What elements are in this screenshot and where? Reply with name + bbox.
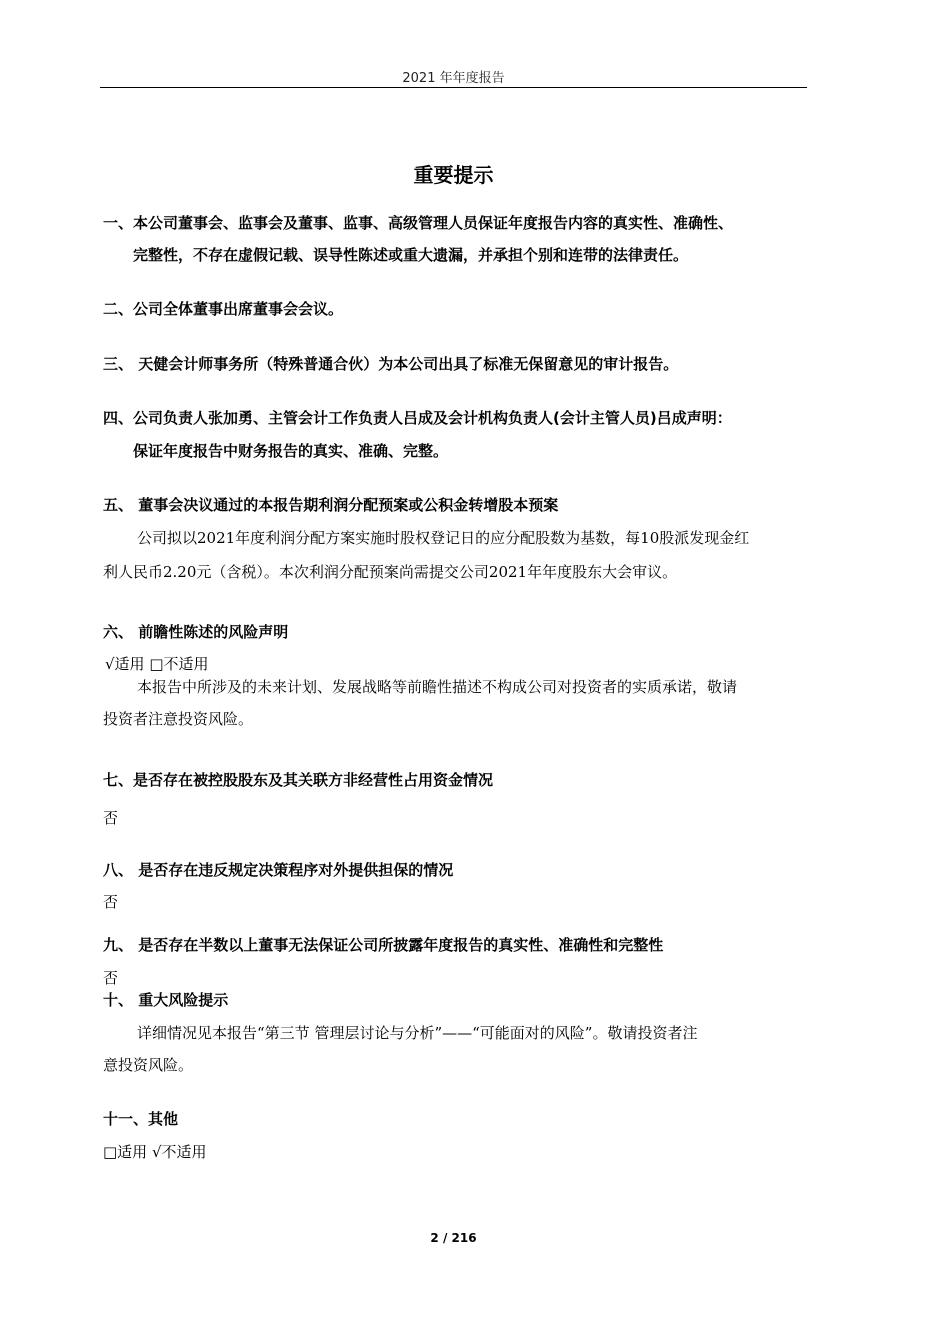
section-5-heading: 五、 董事会决议通过的本报告期利润分配预案或公积金转增股本预案 [103,496,559,514]
section-6-body-line-1: 本报告中所涉及的未来计划、发展战略等前瞻性描述不构成公司对投资者的实质承诺，敬请 [137,678,738,696]
section-8-heading: 八、 是否存在违反规定决策程序对外提供担保的情况 [103,861,454,879]
section-9-heading: 九、 是否存在半数以上董事无法保证公司所披露年度报告的真实性、准确性和完整性 [103,936,664,954]
section-10-body-line-2: 意投资风险。 [103,1056,194,1074]
section-5-body-line-1: 公司拟以2021年度利润分配方案实施时股权登记日的应分配股数为基数，每10股派发现金红 [137,529,750,547]
page-title: 重要提示 [413,163,494,187]
section-10-heading: 十、 重大风险提示 [103,991,229,1009]
header-rule [100,87,807,88]
section-8-answer: 否 [103,893,119,911]
section-1-line-2: 完整性，不存在虚假记载、误导性陈述或重大遗漏，并承担个别和连带的法律责任。 [133,246,689,264]
section-9-answer: 否 [103,969,119,987]
section-3: 三、 天健会计师事务所（特殊普通合伙）为本公司出具了标准无保留意见的审计报告。 [103,355,679,373]
section-1-line-1: 一、本公司董事会、监事会及董事、监事、高级管理人员保证年度报告内容的真实性、准确性、 [103,214,734,232]
section-10-body-line-1: 详细情况见本报告“第三节 管理层讨论与分析”——“可能面对的风险”。敬请投资者注 [137,1024,698,1042]
section-11-heading: 十一、其他 [103,1110,179,1128]
section-7-heading: 七、是否存在被控股股东及其关联方非经营性占用资金情况 [103,771,494,789]
section-2: 二、公司全体董事出席董事会会议。 [103,300,344,318]
section-4-line-1: 四、公司负责人张加勇、主管会计工作负责人吕成及会计机构负责人(会计主管人员)吕成声明： [103,409,732,427]
section-4-line-2: 保证年度报告中财务报告的真实、准确、完整。 [133,442,449,460]
section-11-applicability: □适用 √不适用 [103,1143,207,1161]
running-header: 2021 年年度报告 [402,71,505,86]
section-5-body-line-2: 利人民币2.20元（含税）。本次利润分配预案尚需提交公司2021年年度股东大会审议。 [103,563,678,581]
section-6-applicability: √适用 □不适用 [105,655,209,673]
section-7-answer: 否 [103,809,119,827]
section-6-heading: 六、 前瞻性陈述的风险声明 [103,623,289,641]
section-6-body-line-2: 投资者注意投资风险。 [103,710,254,728]
page-number: 2 / 216 [430,1231,477,1245]
